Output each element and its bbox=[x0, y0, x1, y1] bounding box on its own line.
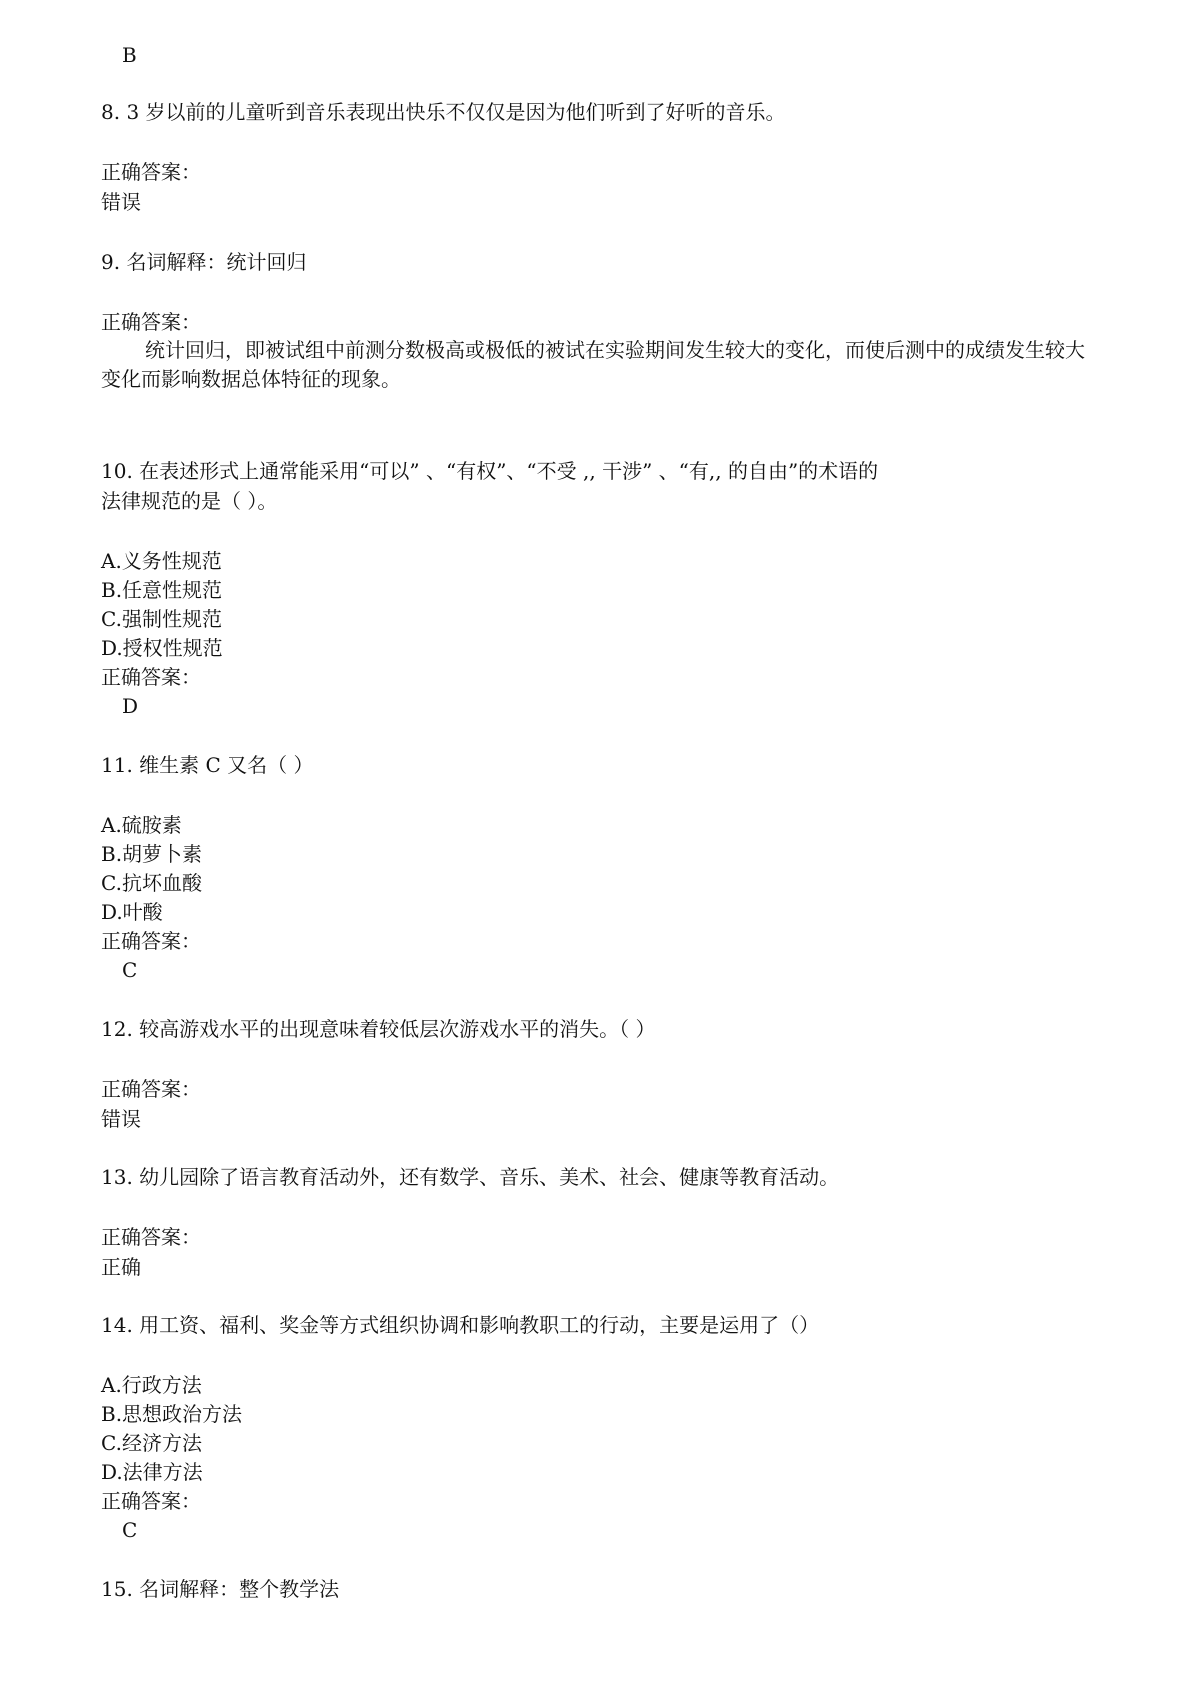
answer-9: 统计回归，即被试组中前测分数极高或极低的被试在实验期间发生较大的变化，而使后测中的成绩发生较大变化而影响数据总体特征的现象。 bbox=[101, 338, 1085, 391]
answer-11: C bbox=[122, 958, 138, 982]
option-11-b: B.胡萝卜素 bbox=[101, 842, 203, 866]
answer-14: C bbox=[122, 1518, 138, 1542]
option-11-c: C.抗坏血酸 bbox=[101, 871, 202, 895]
question-10-line1: 10. 在表述形式上通常能采用“可以” 、“有权”、“不受 ,, 干涉” 、“有,, 的自由”的术语的 bbox=[101, 459, 879, 483]
option-14-c: C.经济方法 bbox=[101, 1431, 202, 1455]
answer-label-14: 正确答案： bbox=[101, 1489, 201, 1513]
option-11-a: A.硫胺素 bbox=[101, 813, 182, 837]
question-13: 13. 幼儿园除了语言教育活动外，还有数学、音乐、美术、社会、健康等教育活动。 bbox=[101, 1165, 840, 1189]
question-9: 9. 名词解释：统计回归 bbox=[101, 250, 307, 274]
question-15: 15. 名词解释：整个教学法 bbox=[101, 1577, 340, 1601]
option-10-c: C.强制性规范 bbox=[101, 607, 222, 631]
answer-label-12: 正确答案： bbox=[101, 1077, 201, 1101]
prev-answer: B bbox=[122, 43, 137, 67]
answer-13: 正确 bbox=[101, 1255, 141, 1279]
question-8: 8. 3 岁以前的儿童听到音乐表现出快乐不仅仅是因为他们听到了好听的音乐。 bbox=[101, 100, 786, 124]
answer-label-13: 正确答案： bbox=[101, 1225, 201, 1249]
option-10-a: A.义务性规范 bbox=[101, 549, 222, 573]
option-11-d: D.叶酸 bbox=[101, 900, 163, 924]
answer-10: D bbox=[122, 694, 139, 718]
answer-12: 错误 bbox=[101, 1107, 141, 1131]
question-10-line2: 法律规范的是（ ）。 bbox=[101, 489, 278, 513]
answer-8: 错误 bbox=[101, 190, 141, 214]
answer-label-11: 正确答案： bbox=[101, 929, 201, 953]
question-11: 11. 维生素 C 又名（ ） bbox=[101, 753, 314, 777]
option-10-d: D.授权性规范 bbox=[101, 636, 223, 660]
option-14-a: A.行政方法 bbox=[101, 1373, 202, 1397]
question-14: 14. 用工资、福利、奖金等方式组织协调和影响教职工的行动，主要是运用了（） bbox=[101, 1313, 820, 1337]
question-12: 12. 较高游戏水平的出现意味着较低层次游戏水平的消失。（ ） bbox=[101, 1017, 656, 1041]
answer-label-10: 正确答案： bbox=[101, 665, 201, 689]
option-14-b: B.思想政治方法 bbox=[101, 1402, 243, 1426]
answer-label-8: 正确答案： bbox=[101, 160, 201, 184]
answer-label-9: 正确答案： bbox=[101, 310, 201, 334]
option-10-b: B.任意性规范 bbox=[101, 578, 223, 602]
option-14-d: D.法律方法 bbox=[101, 1460, 203, 1484]
